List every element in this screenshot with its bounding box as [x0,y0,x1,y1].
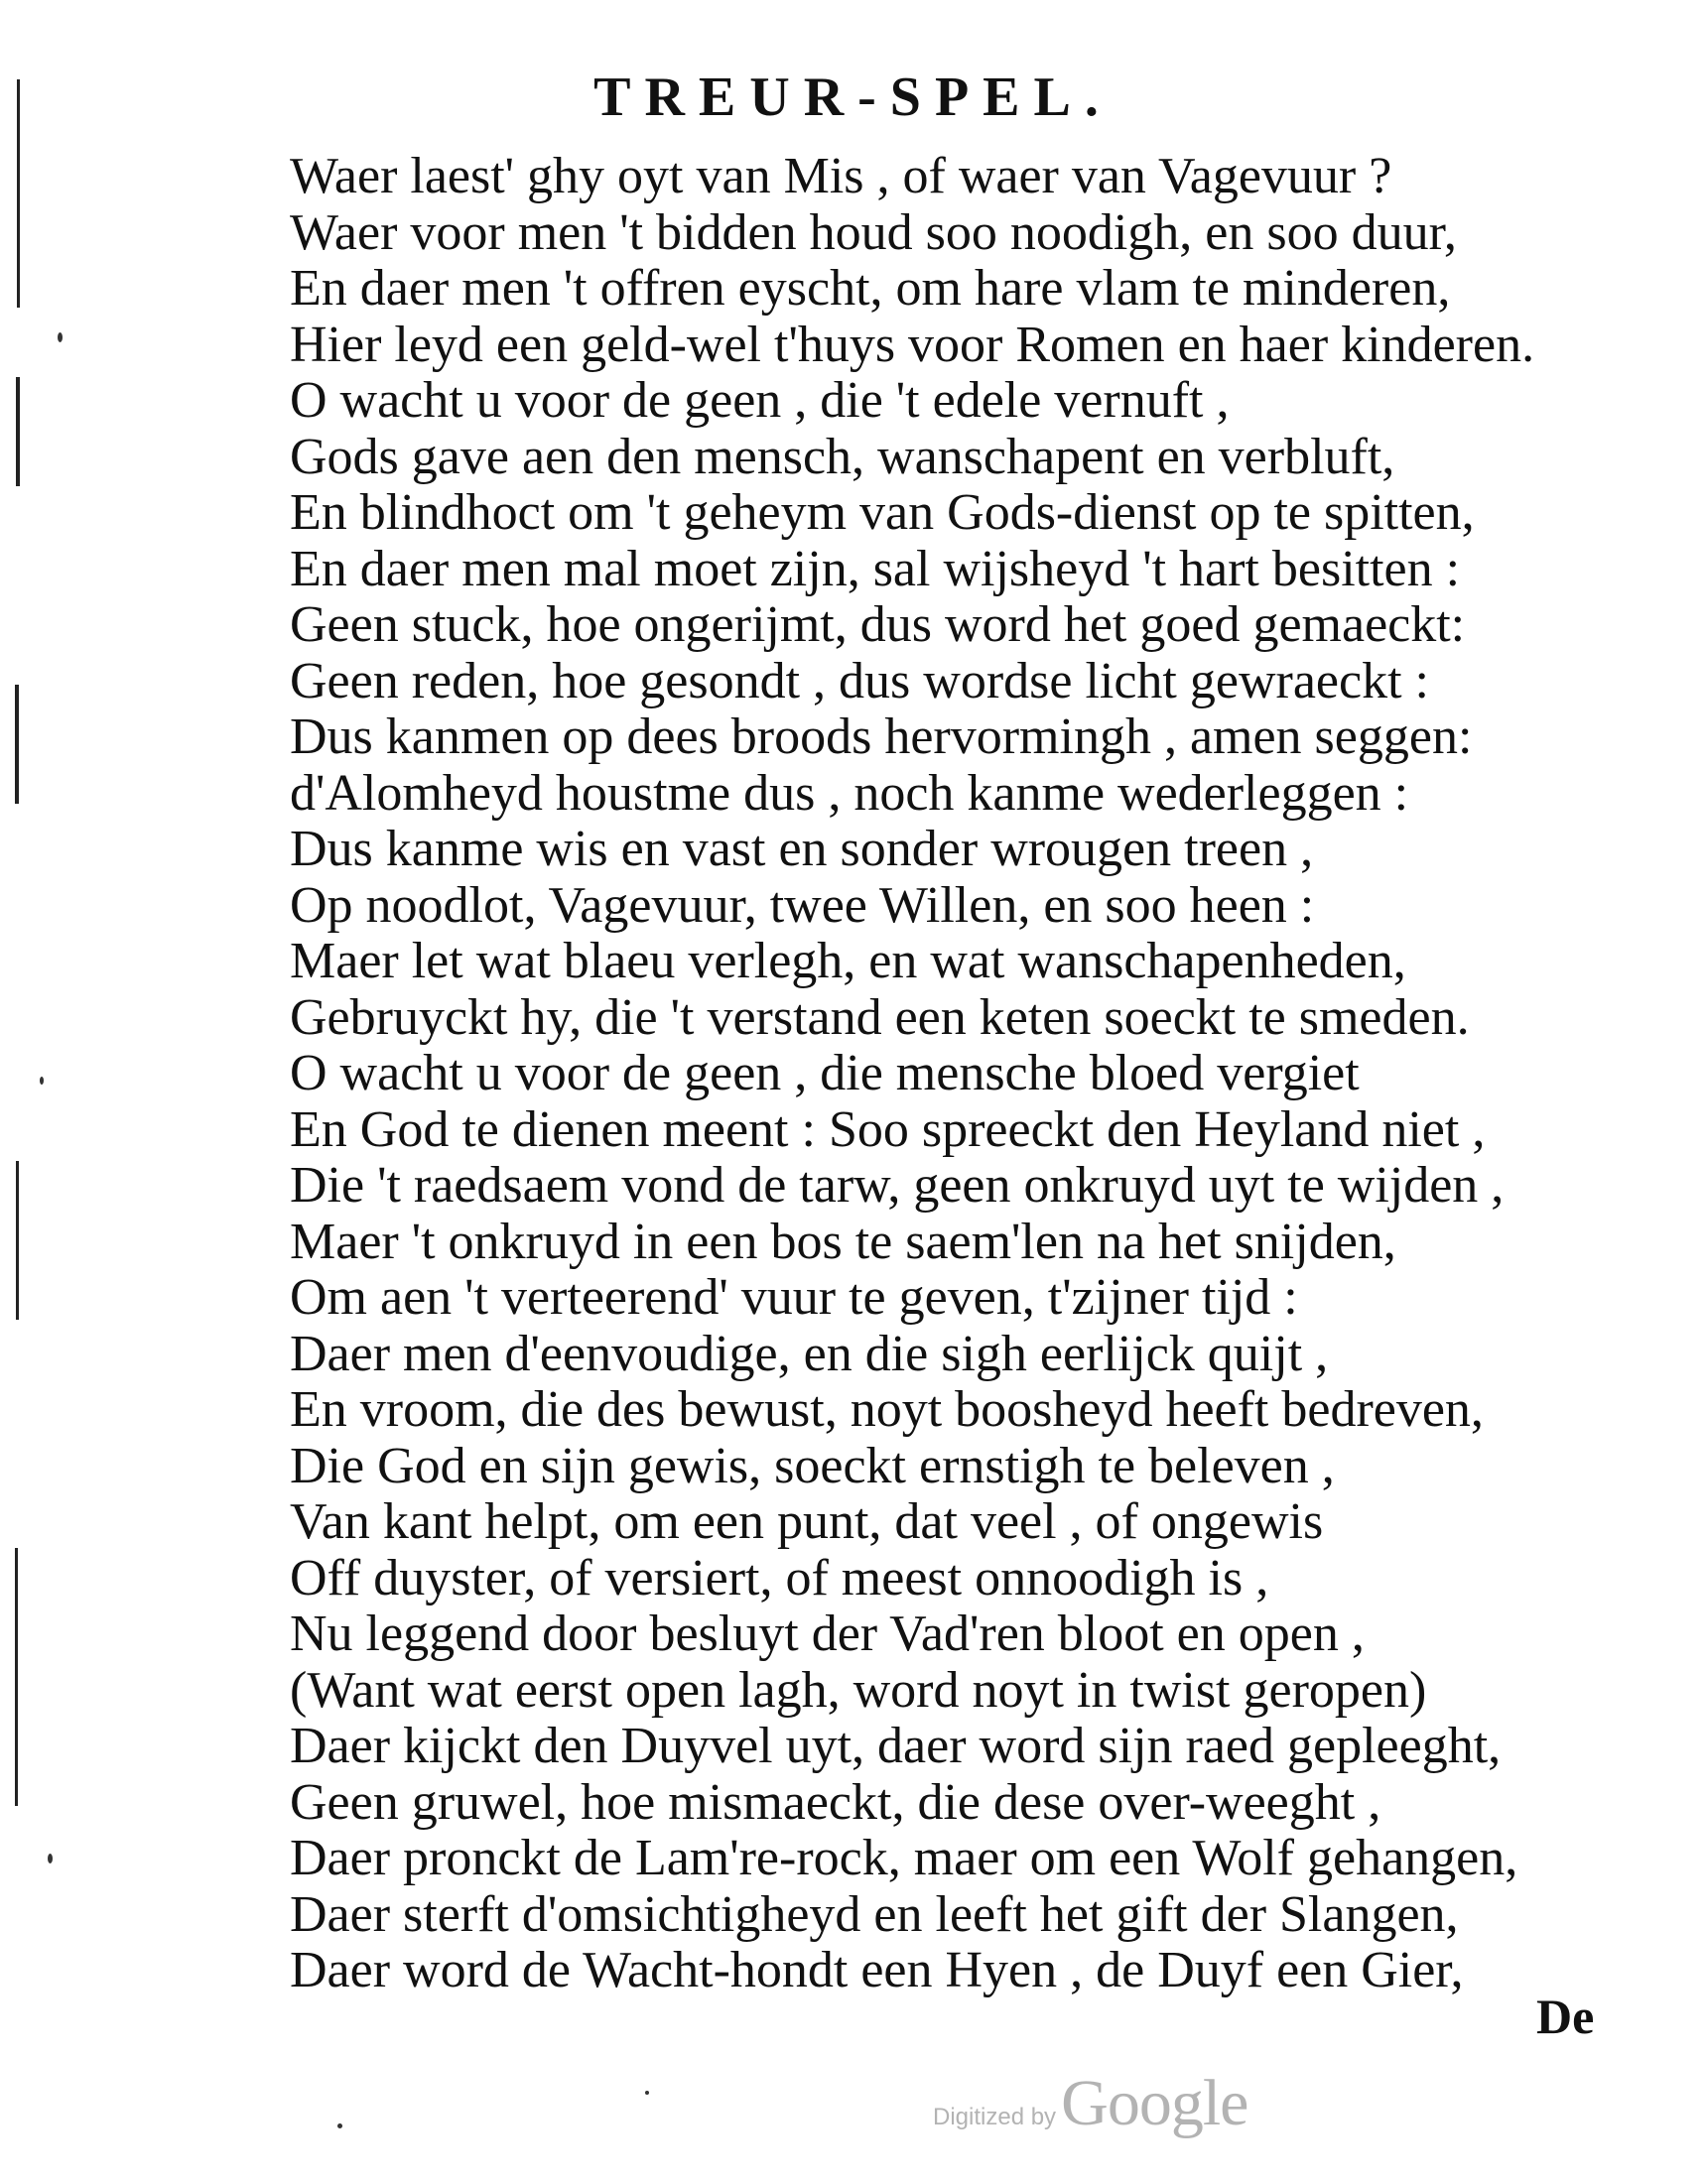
verse-line: Geen stuck, hoe ongerijmt, dus word het goed gemaeckt: [290,596,1466,653]
verse-line: (Want wat eerst open lagh, word noyt in twist geropen) [290,1661,1427,1719]
verse-line: Dus kanmen op dees broods hervormingh , amen seggen: [290,708,1473,765]
verse-line: Gebruyckt hy, die 't verstand een keten soeckt te smeden. [290,988,1470,1046]
verse-line: En daer men 't offren eyscht, om hare vlam te minderen, [290,260,1451,317]
verse-line: Van kant helpt, om een punt, dat veel , of ongewis [290,1493,1324,1550]
verse-line: Om aen 't verteerend' vuur te geven, t'zijner tijd : [290,1269,1298,1326]
verse-line: Daer word de Wacht-hondt een Hyen , de Duyf een Gier, [290,1942,1464,1998]
verse-line: Maer let wat blaeu verlegh, en wat wanschapenheden, [290,933,1406,989]
digitized-watermark [933,2066,1247,2141]
verse-line: d'Alomheyd houstme dus , noch kanme wederleggen : [290,764,1409,822]
verse-line: Daer kijckt den Duyvel uyt, daer word sijn raed gepleeght, [290,1718,1502,1774]
margin-rule [15,685,19,804]
verse-line: O wacht u voor de geen , die mensche bloed vergiet [290,1045,1360,1101]
verse-line: Nu leggend door besluyt der Vad'ren bloot en open , [290,1606,1365,1662]
scan-speck [58,332,63,342]
verse-line: Die God en sijn gewis, soeckt ernstigh te beleven , [290,1437,1335,1494]
verse-line: Daer men d'eenvoudige, en die sigh eerlijck quijt , [290,1325,1329,1382]
verse-line: En daer men mal moet zijn, sal wijsheyd 't hart besitten : [290,540,1461,597]
verse-line: Daer sterft d'omsichtigheyd en leeft het gift der Slangen, [290,1885,1459,1943]
margin-rule [16,1161,19,1320]
margin-rule [15,1548,18,1806]
running-head: TREUR-SPEL. [593,66,1113,128]
verse-text [290,149,1610,1999]
verse-line: Die 't raedsaem vond de tarw, geen onkruyd uyt te wijden , [290,1157,1505,1214]
verse-line: En blindhoct om 't geheym van Gods-dienst op te spitten, [290,484,1475,541]
watermark-brand: Google [1061,2067,1248,2139]
margin-rule [16,377,20,486]
catchword: De [1536,1989,1595,2044]
verse-line: Maer 't onkruyd in een bos te saem'len na het snijden, [290,1213,1396,1270]
scan-speck [48,1854,53,1863]
verse-line: O wacht u voor de geen , die 't edele vernuft , [290,372,1230,429]
verse-line: En vroom, die des bewust, noyt boosheyd heeft bedreven, [290,1381,1484,1438]
scan-speck [337,2123,342,2128]
scan-speck [40,1077,44,1085]
verse-line: En God te dienen meent : Soo spreeckt den Heyland niet , [290,1100,1486,1158]
verse-line: Hier leyd een geld-wel t'huys voor Romen en haer kinderen. [290,316,1535,373]
verse-line: Waer voor men 't bidden houd soo noodigh, en soo duur, [290,203,1457,261]
verse-line: Daer pronckt de Lam're-rock, maer om een Wolf gehangen, [290,1830,1518,1886]
verse-line: Waer laest' ghy oyt van Mis , of waer van Vagevuur ? [290,148,1392,204]
verse-line: Geen reden, hoe gesondt , dus wordse licht gewraeckt : [290,652,1429,709]
watermark-prefix: Digitized by [933,2104,1057,2130]
verse-line: Op noodlot, Vagevuur, twee Willen, en soo heen : [290,876,1315,934]
verse-line: Off duyster, of versiert, of meest onnoodigh is , [290,1549,1269,1606]
verse-line: Gods gave aen den mensch, wanschapent en verbluft, [290,428,1395,485]
verse-line: Dus kanme wis en vast en sonder wrougen treen , [290,821,1314,877]
scan-speck [645,2091,649,2095]
verse-line: Geen gruwel, hoe mismaeckt, die dese over-weeght , [290,1773,1381,1831]
